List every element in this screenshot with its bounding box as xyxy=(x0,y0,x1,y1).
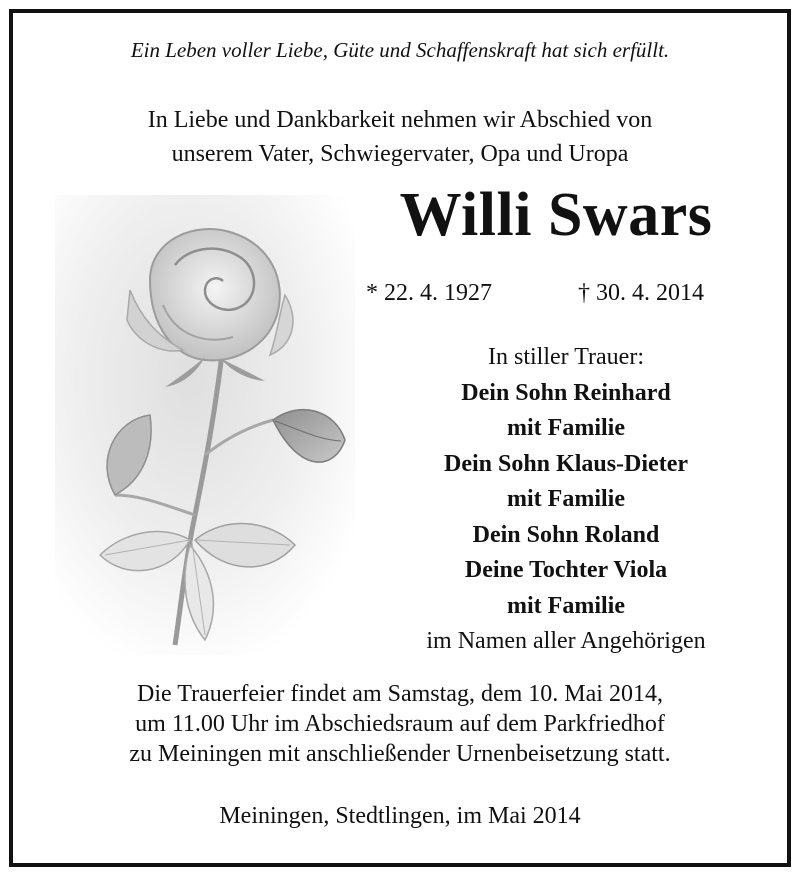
mourner-line: Deine Tochter Viola xyxy=(464,557,668,583)
mourner-line: mit Familie xyxy=(507,592,625,619)
service-info xyxy=(0,679,800,769)
mourners-block xyxy=(356,340,776,660)
intro-line: In Liebe und Dankbarkeit nehmen wir Abschied von xyxy=(147,107,653,133)
mourner-line: Dein Sohn Reinhard xyxy=(461,379,671,406)
mourners-heading: In stiller Trauer: xyxy=(488,344,644,370)
service-line: zu Meiningen mit anschließender Urnenbeisetzung statt. xyxy=(129,741,671,767)
mourner-line: Dein Sohn Roland xyxy=(472,521,660,548)
motto-line: Ein Leben voller Liebe, Güte und Schaffenskraft hat sich erfüllt. xyxy=(130,38,670,62)
mourner-line: mit Familie xyxy=(507,415,625,441)
mourners-footer: im Namen aller Angehörigen xyxy=(426,628,706,654)
intro-text xyxy=(0,103,800,171)
mourner-line: mit Familie xyxy=(507,486,625,512)
service-line: um 11.00 Uhr im Abschiedsraum auf dem Parkfriedhof xyxy=(135,711,665,737)
rose-image xyxy=(55,195,355,655)
intro-line: unserem Vater, Schwiegervater, Opa und Uropa xyxy=(171,141,629,167)
place-and-date: Meiningen, Stedtlingen, im Mai 2014 xyxy=(219,803,581,829)
death-date: † 30. 4. 2014 xyxy=(578,280,704,306)
birth-date: * 22. 4. 1927 xyxy=(366,280,492,306)
mourner-line: Dein Sohn Klaus-Dieter xyxy=(443,450,688,477)
deceased-name: Willi Swars xyxy=(399,181,713,249)
service-line: Die Trauerfeier findet am Samstag, dem 10. Mai 2014, xyxy=(137,681,663,707)
